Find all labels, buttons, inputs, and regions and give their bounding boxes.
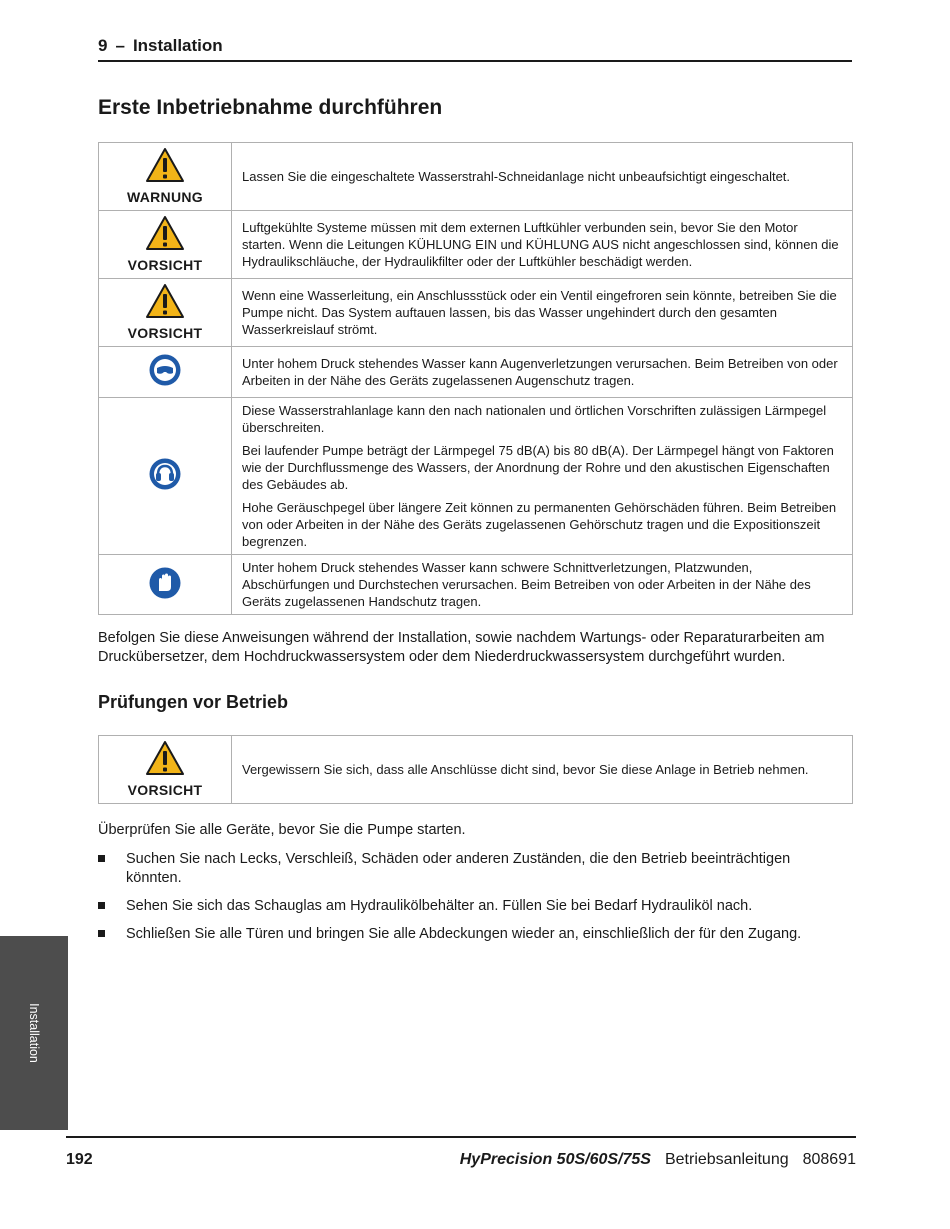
caution-row <box>99 736 853 804</box>
safety-row <box>99 347 853 398</box>
square-bullet-icon <box>98 930 105 937</box>
caution-box <box>98 735 853 804</box>
product-name: HyPrecision 50S/60S/75S <box>459 1151 651 1168</box>
warning-triangle-icon <box>145 215 185 255</box>
safety-text-cell <box>232 398 853 555</box>
hand-protection-icon <box>149 567 181 603</box>
safety-row <box>99 555 853 615</box>
footer <box>66 1136 856 1169</box>
caution-text: Vergewissern Sie sich, dass alle Anschlüsse dicht sind, bevor Sie diese Anlage in Betrieb nehmen. <box>232 736 853 804</box>
safety-symbol-cell <box>99 143 232 211</box>
safety-paragraph: Lassen Sie die eingeschaltete Wasserstrahl-Schneidanlage nicht unbeaufsichtigt eingeschaltet. <box>242 169 791 184</box>
check-item <box>98 925 828 944</box>
subsection-title: Prüfungen vor Betrieb <box>98 692 289 712</box>
safety-text-cell <box>232 211 853 279</box>
check-item <box>98 897 828 916</box>
hearing-protection-icon <box>149 458 181 494</box>
document-type: Betriebsanleitung <box>664 1151 789 1168</box>
square-bullet-icon <box>98 855 105 862</box>
document-number: 808691 <box>802 1151 856 1168</box>
footer-doc-info <box>460 1151 856 1169</box>
side-tab-label: Installation <box>27 1003 41 1063</box>
intro-paragraph: Befolgen Sie diese Anweisungen während der Installation, sowie nachdem Wartungs- oder Reparaturarbeiten am Druckübersetzer, dem Hochdruckwassersystem oder dem Niederdruckwassersystem durchgeführt wurden. <box>98 630 825 665</box>
square-bullet-icon <box>98 902 105 909</box>
signal-word: WARNUNG <box>127 189 203 205</box>
safety-paragraph: Diese Wasserstrahlanlage kann den nach nationalen und örtlichen Vorschriften zulässigen Lärmpegel überschreiten. <box>242 403 827 435</box>
safety-table <box>98 142 853 615</box>
safety-row <box>99 211 853 279</box>
safety-row <box>99 398 853 555</box>
chapter-number: 9 <box>98 36 108 55</box>
safety-text-cell <box>232 555 853 615</box>
safety-paragraph: Hohe Geräuschpegel über längere Zeit können zu permanenten Gehörschäden führen. Beim Betreiben von oder Arbeiten in der Nähe des Geräts zugelassenen Gehörschutz tragen und die Expositionszeit begrenzen. <box>242 500 837 549</box>
safety-text-cell <box>232 279 853 347</box>
safety-row <box>99 279 853 347</box>
warning-triangle-icon <box>145 283 185 323</box>
safety-symbol-cell <box>99 398 232 555</box>
side-tab <box>0 936 68 1130</box>
safety-row <box>99 143 853 211</box>
chapter-separator: – <box>115 36 125 55</box>
safety-paragraph: Bei laufender Pumpe beträgt der Lärmpegel 75 dB(A) bis 80 dB(A). Der Lärmpegel hängt von Faktoren wie der Durchflussmenge des Wassers, der Anordnung der Rohre und den akustischen Eigenschaften des Gebäudes ab. <box>242 443 834 492</box>
safety-symbol-cell <box>99 347 232 398</box>
eye-protection-icon <box>149 354 181 390</box>
safety-symbol-cell <box>99 211 232 279</box>
safety-symbol-cell <box>99 555 232 615</box>
safety-text-cell <box>232 347 853 398</box>
check-list <box>98 850 828 953</box>
warning-triangle-icon <box>145 740 185 780</box>
check-item-text: Suchen Sie nach Lecks, Verschleiß, Schäden oder anderen Zuständen, die den Betrieb beeinträchtigen könnten. <box>126 851 791 886</box>
check-item <box>98 850 828 888</box>
signal-word: VORSICHT <box>127 325 203 341</box>
caution-symbol-cell <box>99 736 232 804</box>
check-intro: Überprüfen Sie alle Geräte, bevor Sie die Pumpe starten. <box>98 822 466 838</box>
signal-word: VORSICHT <box>127 257 203 273</box>
safety-paragraph: Luftgekühlte Systeme müssen mit dem externen Luftkühler verbunden sein, bevor Sie den Motor starten. Wenn die Leitungen KÜHLUNG EIN und KÜHLUNG AUS nicht angeschlossen sind, können die Hydraulikschläuche, der Hydraulikfilter oder der Luftkühler beschädigt werden. <box>242 220 839 269</box>
chapter-title: Installation <box>132 36 223 55</box>
safety-paragraph: Wenn eine Wasserleitung, ein Anschlussstück oder ein Ventil eingefroren sein könnte, betreiben Sie die Pumpe nicht. Das System auftauen lassen, bis das Wasser ungehindert durch den gesamten Wasserkreislauf strömt. <box>242 288 837 337</box>
safety-symbol-cell <box>99 279 232 347</box>
section-title: Erste Inbetriebnahme durchführen <box>98 96 443 119</box>
page-number: 192 <box>66 1151 93 1168</box>
check-item-text: Sehen Sie sich das Schauglas am Hydraulikölbehälter an. Füllen Sie bei Bedarf Hydrauliköl nach. <box>126 898 753 914</box>
safety-paragraph: Unter hohem Druck stehendes Wasser kann Augenverletzungen verursachen. Beim Betreiben von oder Arbeiten in der Nähe des Geräts zugelassenen Augenschutz tragen. <box>242 356 838 388</box>
warning-triangle-icon <box>145 147 185 187</box>
running-header <box>98 36 852 62</box>
signal-word: VORSICHT <box>127 782 203 798</box>
safety-text-cell <box>232 143 853 211</box>
check-item-text: Schließen Sie alle Türen und bringen Sie alle Abdeckungen wieder an, einschließlich der für den Zugang. <box>126 926 802 942</box>
safety-paragraph: Unter hohem Druck stehendes Wasser kann schwere Schnittverletzungen, Platzwunden, Abschürfungen und Durchstechen verursachen. Beim Betreiben von oder Arbeiten in der Nähe des Geräts zugelassenen Handschutz tragen. <box>242 560 811 609</box>
